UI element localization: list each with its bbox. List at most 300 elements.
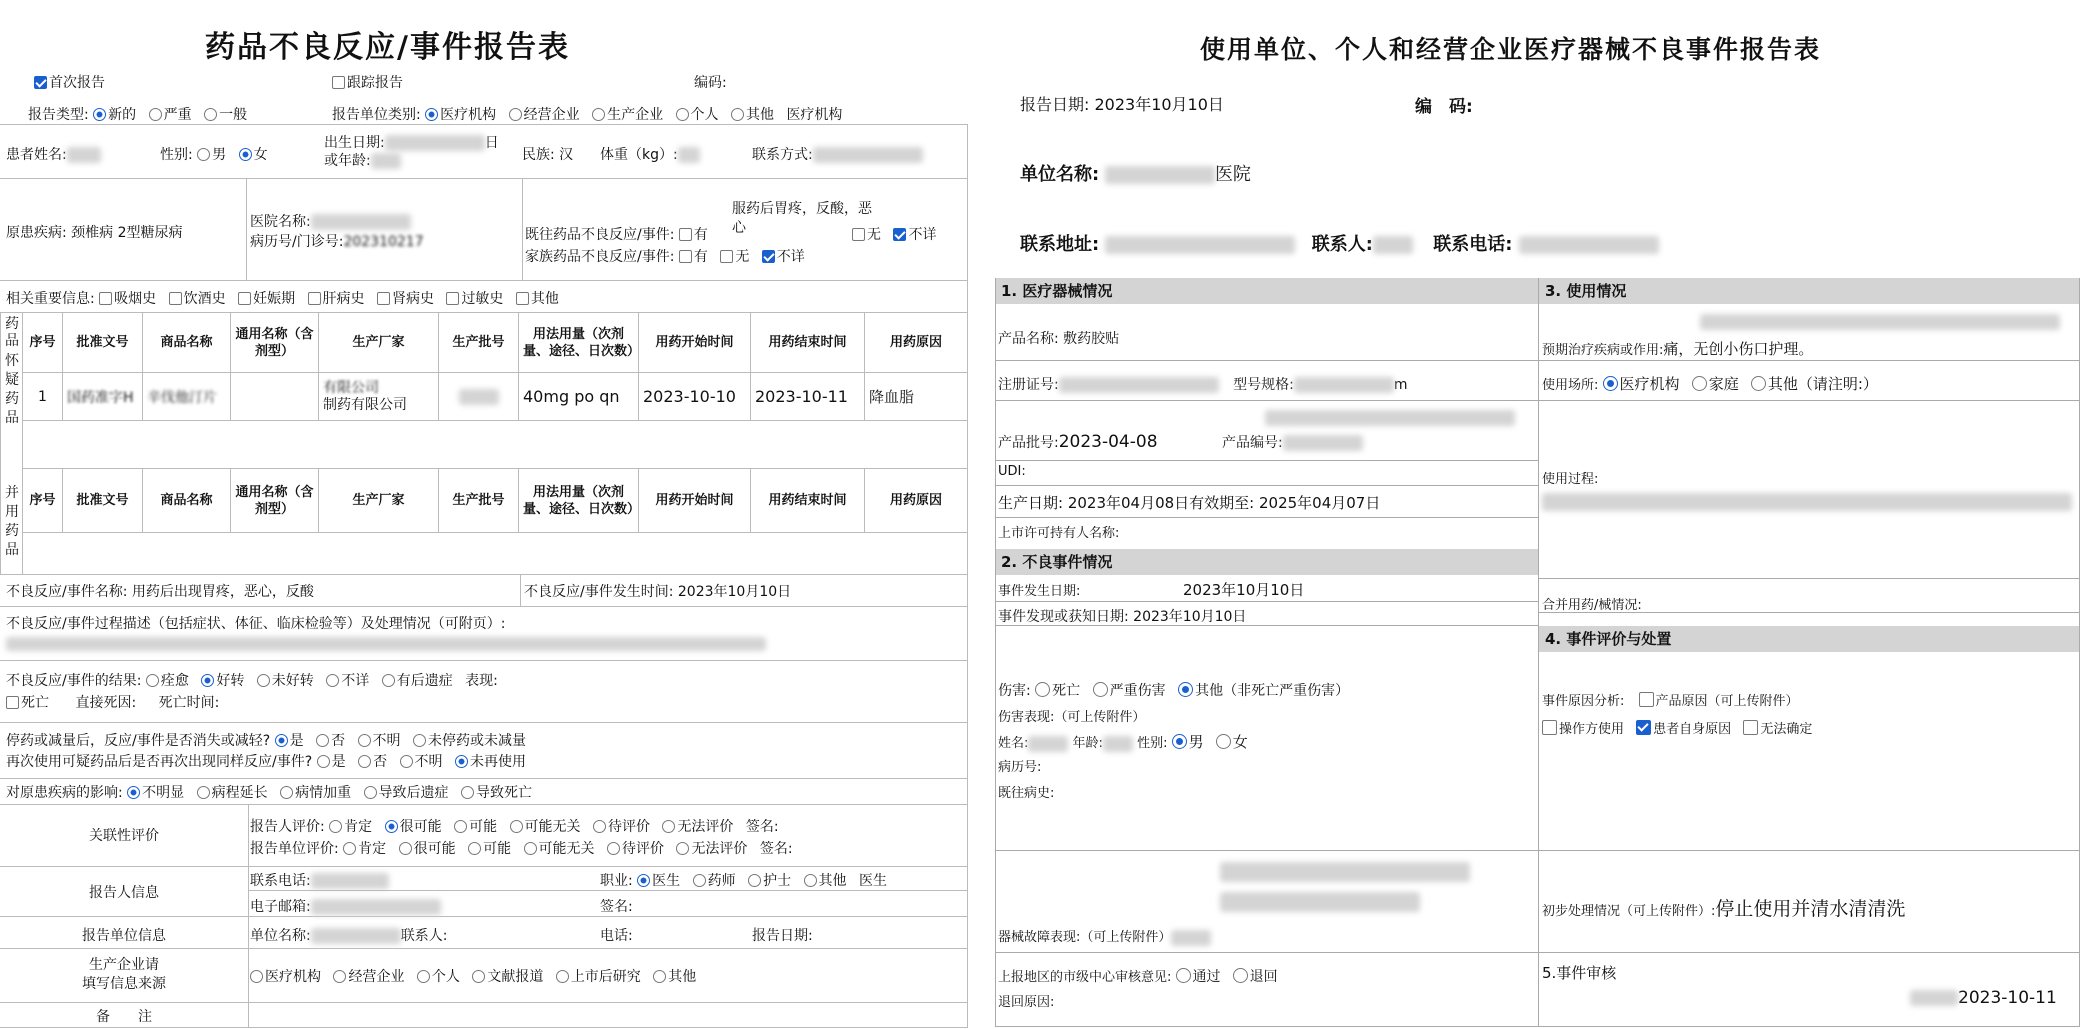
option-label: 待评价 [607, 819, 650, 835]
mfg-date: 生产日期: 2023年04月08日有效期至: 2025年04月07日 [998, 494, 1381, 512]
death-group [6, 692, 219, 712]
use-place-home[interactable] [1692, 375, 1739, 393]
section-event: 2. 不良事件情况 [995, 549, 1538, 575]
batch-value: 2023-04-08 [1058, 432, 1158, 452]
radio-icon [364, 786, 377, 799]
option-label: 未停药或未减量 [427, 733, 526, 749]
impact-worsened[interactable] [280, 785, 351, 801]
option-label: 待评价 [621, 841, 664, 857]
use-place-medical[interactable] [1603, 375, 1680, 393]
option-label: 死亡 [21, 695, 49, 711]
redacted-value [1700, 312, 2060, 330]
sex-female-radio[interactable] [1216, 733, 1248, 751]
radio-icon [239, 148, 252, 161]
reporter-phone-field[interactable] [250, 870, 389, 890]
option-label: 无法评价 [677, 819, 734, 835]
unit-type-other[interactable] [731, 107, 774, 123]
unit-report-date-label: 报告日期: [752, 928, 813, 944]
patient-name-field[interactable] [6, 144, 101, 164]
occupation-pharmacist[interactable] [693, 873, 736, 889]
radio-icon [382, 674, 395, 687]
option-label: 女 [253, 147, 268, 163]
col-start: 用药开始时间 [639, 313, 751, 373]
report-type-label: 报告类型: [28, 107, 89, 123]
option-label: 女 [1232, 733, 1248, 751]
col-reason: 用药原因 [865, 313, 968, 373]
cell-text: 有限公司 [323, 379, 379, 396]
family-adr-yes[interactable] [679, 249, 708, 265]
expected-use [1542, 338, 1813, 359]
redacted-value [813, 147, 923, 163]
record-partial: 202310217 [343, 234, 424, 250]
option-label: 护士 [763, 873, 792, 889]
result-label: 不良反应/事件的结果: [6, 673, 142, 689]
radio-icon [472, 970, 485, 983]
option-label: 个人 [690, 107, 719, 123]
result-improved[interactable] [201, 673, 244, 689]
radio-icon [329, 820, 342, 833]
radio-icon [676, 842, 689, 855]
checkbox-icon [852, 228, 865, 241]
option-label: 很可能 [413, 841, 456, 857]
option-label: 无 [867, 227, 881, 243]
unit-eval-possible[interactable] [468, 841, 511, 857]
option-label: 其他 [818, 873, 847, 889]
malfunction-label [998, 926, 1211, 946]
stop-no[interactable] [316, 733, 345, 749]
unit-type-individual[interactable] [676, 107, 719, 123]
unit-type-group [332, 104, 842, 124]
option-label: 妊娠期 [253, 291, 296, 307]
option-label: 不明 [372, 733, 401, 749]
redacted-value [1283, 435, 1363, 451]
cell-maker [319, 373, 439, 421]
radio-icon [637, 874, 650, 887]
death-checkbox[interactable] [6, 695, 49, 711]
table-header-row [23, 469, 968, 533]
radio-icon [333, 970, 346, 983]
checkbox-icon [377, 292, 390, 305]
udi-label: UDI: [998, 464, 1026, 479]
stop-not-stopped[interactable] [413, 733, 526, 749]
prior-adr-no[interactable] [852, 227, 881, 243]
unit-name-field[interactable] [250, 925, 447, 945]
redacted-value [1171, 930, 1211, 946]
cell-end: 2023-10-11 [751, 373, 865, 421]
rechallenge-yes[interactable] [317, 754, 346, 770]
radio-icon [524, 842, 537, 855]
reporter-eval-possible[interactable] [454, 819, 497, 835]
radio-icon [358, 734, 371, 747]
checkbox-icon [1542, 720, 1557, 735]
radio-icon [358, 755, 371, 768]
cell-approval [63, 373, 143, 421]
redacted-value [1265, 410, 1515, 426]
family-adr-no[interactable] [720, 249, 749, 265]
option-label: 吸烟史 [114, 291, 157, 307]
check-icon [762, 250, 775, 263]
related-liver[interactable] [308, 291, 365, 307]
use-place-other[interactable] [1751, 375, 1878, 393]
stop-unclear[interactable] [358, 733, 401, 749]
event-date-label: 事件发生日期: [998, 584, 1081, 599]
unit-tel-label: 电话: [600, 928, 633, 944]
redacted-value [1542, 492, 2072, 511]
option-label: 病情加重 [295, 785, 352, 801]
option-label: 医疗机构 [440, 107, 497, 123]
checkbox-icon [1639, 692, 1654, 707]
sex-label: 性别: [1137, 736, 1168, 751]
sign-label: 签名: [745, 819, 779, 835]
occupation-nurse[interactable] [748, 873, 791, 889]
age-label: 年龄: [1072, 736, 1103, 751]
weight-label: 体重（kg）: [600, 147, 678, 163]
radio-icon [1233, 968, 1248, 983]
right-code-label: 编 码: [1415, 97, 1473, 117]
radio-icon [399, 842, 412, 855]
cause-product[interactable] [1639, 694, 1799, 709]
original-disease: 原患疾病: 颈椎病 2型糖尿病 [6, 225, 183, 241]
prior-adr-label: 既往药品不良反应/事件: [525, 227, 675, 243]
harm-serious[interactable] [1093, 683, 1166, 699]
reporter-eval-pending[interactable] [593, 819, 650, 835]
follow-report-checkbox[interactable] [332, 72, 403, 92]
left-code-label: 编码: [694, 75, 727, 91]
source-post-market[interactable] [556, 969, 641, 985]
cause-operation[interactable] [1542, 722, 1624, 737]
radio-icon [693, 874, 706, 887]
harm-death[interactable] [1035, 683, 1080, 699]
option-label: 可能无关 [524, 819, 581, 835]
impact-not-obvious[interactable] [127, 785, 184, 801]
event-date: 2023年10月10日 [1183, 581, 1305, 599]
table-header-row [23, 313, 968, 373]
reporter-eval-probable[interactable] [385, 819, 442, 835]
redacted-value [1105, 236, 1295, 254]
cause-label: 事件原因分析: [1542, 694, 1625, 709]
prior-adr-yes[interactable] [679, 227, 708, 243]
source-other[interactable] [653, 969, 696, 985]
malfunction-label-text: 器械故障表现:（可上传附件） [998, 930, 1172, 945]
option-label: 操作方使用 [1559, 722, 1625, 737]
first-report-checkbox[interactable] [34, 72, 105, 92]
reg-no-label: 注册证号: [998, 377, 1059, 393]
remarks-label: 备 注 [96, 1009, 152, 1025]
redacted-value [311, 899, 441, 915]
unit-type-distributor[interactable] [509, 107, 580, 123]
contact-label: 联系方式: [752, 147, 813, 163]
report-type-general[interactable] [204, 107, 247, 123]
unit-type-label: 报告单位类别: [332, 107, 421, 123]
col-batch: 生产批号 [439, 313, 519, 373]
cause-undetermined[interactable] [1743, 722, 1812, 737]
reporter-eval-unrelated[interactable] [510, 819, 581, 835]
sex-male-radio[interactable] [1172, 733, 1204, 751]
cell-index: 1 [23, 373, 63, 421]
option-label: 肯定 [344, 819, 373, 835]
impact-death[interactable] [461, 785, 532, 801]
option-label: 上市后研究 [570, 969, 641, 985]
source-literature[interactable] [472, 969, 543, 985]
rechallenge-no[interactable] [358, 754, 387, 770]
result-sequelae[interactable] [382, 673, 453, 689]
impact-label: 对原患疾病的影响: [6, 785, 123, 801]
radio-icon [662, 820, 675, 833]
report-type-new[interactable] [93, 107, 136, 123]
symptom-label: 表现: [465, 673, 498, 689]
unit-eval-group [250, 838, 793, 858]
unit-eval-probable[interactable] [399, 841, 456, 857]
result-cured[interactable] [146, 673, 189, 689]
contact-label: 联系人: [1311, 234, 1373, 255]
option-label: 有 [693, 249, 708, 265]
option-label: 否 [331, 733, 346, 749]
right-unit-name [1020, 160, 1251, 186]
prior-adr-unknown[interactable] [893, 227, 936, 243]
contact-field[interactable] [752, 144, 923, 164]
related-other[interactable] [516, 291, 559, 307]
reporter-eval-certain[interactable] [329, 819, 372, 835]
suspect-drug-label: 怀疑药品 [5, 353, 19, 426]
option-label: 其他（非死亡严重伤害） [1195, 683, 1350, 699]
option-label: 经营企业 [348, 969, 405, 985]
review-group [998, 966, 1286, 986]
age-label: 或年龄: [324, 153, 371, 169]
option-label: 是 [289, 733, 304, 749]
unit-type-medical[interactable] [425, 107, 496, 123]
option-label: 药师 [707, 873, 736, 889]
col-maker: 生产厂家 [319, 469, 439, 533]
unit-eval-pending[interactable] [607, 841, 664, 857]
unit-eval-unrelated[interactable] [524, 841, 595, 857]
stop-yes[interactable] [275, 733, 304, 749]
option-label: 不明 [414, 754, 443, 770]
direct-death-label: 直接死因: [75, 695, 137, 711]
checkbox-icon [679, 228, 692, 241]
col-approval: 批准文号 [63, 469, 143, 533]
result-group [6, 670, 498, 690]
radio-icon [257, 674, 270, 687]
dob-label: 出生日期: [324, 135, 385, 151]
option-label: 可能 [483, 841, 512, 857]
device-adverse-event-form [990, 0, 2087, 1029]
option-label: 不明显 [142, 785, 185, 801]
checkbox-icon [238, 292, 251, 305]
radio-icon [1692, 376, 1707, 391]
related-allergy[interactable] [446, 291, 503, 307]
unit-eval-unable[interactable] [676, 841, 747, 857]
radio-icon [1178, 682, 1193, 697]
concomitant-drug-label: 并用药品 [5, 485, 19, 558]
name-label: 姓名: [998, 736, 1029, 751]
adr-name: 不良反应/事件名称: 用药后出现胃疼，恶心，反酸 [6, 584, 314, 600]
contact-person-label: 联系人: [400, 928, 448, 944]
rechallenge-not-used[interactable] [455, 754, 526, 770]
sex-male-radio[interactable] [197, 147, 226, 163]
radio-icon [748, 874, 761, 887]
radio-icon [468, 842, 481, 855]
review-return[interactable] [1233, 970, 1278, 985]
source-medical[interactable] [250, 969, 321, 985]
dob-field[interactable] [324, 134, 499, 170]
occupation-group [600, 870, 887, 890]
option-label: 是 [331, 754, 346, 770]
sign-label: 签名: [759, 841, 793, 857]
occupation-other[interactable] [804, 873, 847, 889]
radio-icon [804, 874, 817, 887]
radio-icon [413, 734, 426, 747]
drug-side-label-top: 药品 [5, 316, 19, 349]
option-label: 无法确定 [1760, 722, 1813, 737]
related-smoking[interactable] [99, 291, 156, 307]
cell-text: 国药准字H [67, 389, 134, 406]
phone-label: 联系电话: [1433, 234, 1513, 255]
unit-type-manufacturer[interactable] [592, 107, 663, 123]
radio-icon [1035, 682, 1050, 697]
radio-icon [731, 108, 744, 121]
redacted-value [1105, 166, 1215, 184]
dob-day: 日 [484, 135, 499, 151]
hospital-block [250, 212, 424, 252]
option-label: 未好转 [271, 673, 314, 689]
patient-line [998, 731, 1256, 752]
radio-icon [593, 820, 606, 833]
redacted-value [1103, 736, 1133, 752]
redacted-value [1700, 314, 2060, 330]
radio-icon [1751, 376, 1766, 391]
checkbox-icon [6, 696, 19, 709]
phone-label: 联系电话: [250, 873, 311, 889]
unit-eval-certain[interactable] [343, 841, 386, 857]
col-trade-name: 商品名称 [143, 313, 231, 373]
option-label: 医疗机构 [265, 969, 321, 985]
review-pass[interactable] [1176, 970, 1221, 985]
related-pregnancy[interactable] [238, 291, 295, 307]
option-label: 死亡 [1052, 683, 1081, 699]
product-no-label: 产品编号: [1221, 435, 1283, 451]
option-label: 产品原因（可上传附件） [1655, 694, 1799, 709]
related-drinking[interactable] [169, 291, 226, 307]
source-individual[interactable] [417, 969, 460, 985]
weight-field[interactable] [600, 144, 700, 164]
model-label: 型号规格: [1233, 377, 1294, 393]
harm-symptom: 伤害表现:（可上传附件） [998, 710, 1146, 725]
radio-icon [204, 108, 217, 121]
manufacturer-label-1: 生产企业请 [89, 957, 159, 973]
checkbox-icon [446, 292, 459, 305]
rechallenge-unclear[interactable] [400, 754, 443, 770]
discover-date: 事件发现或获知日期: 2023年10月10日 [998, 609, 1247, 625]
redacted-value [1542, 493, 2072, 511]
checkbox-icon [99, 292, 112, 305]
result-unknown[interactable] [326, 673, 369, 689]
checkbox-icon [169, 292, 182, 305]
option-label: 医生 [652, 873, 681, 889]
option-label: 不详 [908, 227, 937, 243]
reporter-info-label: 报告人信息 [89, 885, 159, 901]
option-label: 好转 [216, 673, 245, 689]
unit-type-extra: 医疗机构 [786, 107, 843, 123]
radio-icon [197, 148, 210, 161]
unit-name-suffix: 医院 [1214, 164, 1251, 185]
initial-label: 初步处理情况（可上传附件）: [1542, 904, 1716, 919]
expected-value: 痛，无创小伤口护理。 [1663, 340, 1814, 358]
option-label: 严重 [163, 107, 192, 123]
cell-text: 制药有限公司 [323, 396, 407, 413]
reporter-email-field[interactable] [250, 896, 441, 916]
sex-female-radio[interactable] [239, 147, 268, 163]
redacted-value [1220, 862, 1470, 882]
cell-trade-name [143, 373, 231, 421]
radio-icon [1093, 682, 1108, 697]
record-label: 病历号: [998, 760, 1042, 775]
col-dosage: 用法用量（次剂量、途径、日次数） [519, 313, 639, 373]
report-type-serious[interactable] [149, 107, 192, 123]
col-approval: 批准文号 [63, 313, 143, 373]
rechallenge-question: 再次使用可疑药品后是否再次出现同样反应/事件? [6, 754, 313, 770]
prior-adr-note: 服药后胃疼，反酸，恶心 [732, 201, 872, 236]
related-kidney[interactable] [377, 291, 434, 307]
redacted-value [385, 135, 485, 151]
option-label: 生产企业 [607, 107, 664, 123]
left-form-title: 药品不良反应/事件报告表 [205, 30, 570, 65]
cause-patient[interactable] [1636, 722, 1731, 737]
radio-icon [385, 820, 398, 833]
impact-sequelae[interactable] [364, 785, 449, 801]
option-label: 有后遗症 [396, 673, 453, 689]
drug-adr-report-form [0, 0, 975, 1029]
family-adr-unknown[interactable] [762, 249, 805, 265]
radio-icon [1216, 734, 1231, 749]
impact-prolonged[interactable] [197, 785, 268, 801]
option-label: 很可能 [399, 819, 442, 835]
redacted-value [1220, 862, 1470, 882]
radio-icon [201, 674, 214, 687]
option-label: 文献报道 [487, 969, 544, 985]
model-suffix: m [1393, 377, 1408, 393]
redacted-value [1220, 892, 1420, 912]
harm-other[interactable] [1178, 683, 1349, 699]
radio-icon [343, 842, 356, 855]
history-label: 既往病史: [998, 786, 1055, 801]
option-label: 导致后遗症 [378, 785, 449, 801]
initial-treatment [1542, 894, 1905, 921]
sex-group [160, 144, 276, 164]
return-reason-label: 退回原因: [998, 995, 1055, 1010]
col-dosage: 用法用量（次剂量、途径、日次数） [519, 469, 639, 533]
source-distributor[interactable] [333, 969, 404, 985]
radio-icon [275, 734, 288, 747]
product-name: 产品名称: 敷药胶贴 [998, 331, 1120, 347]
review-date-line [1910, 988, 2057, 1008]
option-label: 导致死亡 [475, 785, 532, 801]
contact-line [1020, 230, 1659, 256]
result-not-improved[interactable] [257, 673, 314, 689]
col-batch: 生产批号 [439, 469, 519, 533]
checkbox-icon [332, 76, 345, 89]
reporter-eval-unable[interactable] [662, 819, 733, 835]
review-label: 上报地区的市级中心审核意见: [998, 970, 1172, 985]
option-label: 男 [212, 147, 227, 163]
batch-line [998, 432, 1363, 452]
col-generic-name: 通用名称（含剂型） [231, 469, 319, 533]
option-label: 饮酒史 [183, 291, 226, 307]
option-label: 其他 [745, 107, 774, 123]
occupation-doctor[interactable] [637, 873, 680, 889]
table-row [23, 373, 968, 421]
prior-adr-rest [852, 224, 944, 244]
col-index: 序号 [23, 313, 63, 373]
